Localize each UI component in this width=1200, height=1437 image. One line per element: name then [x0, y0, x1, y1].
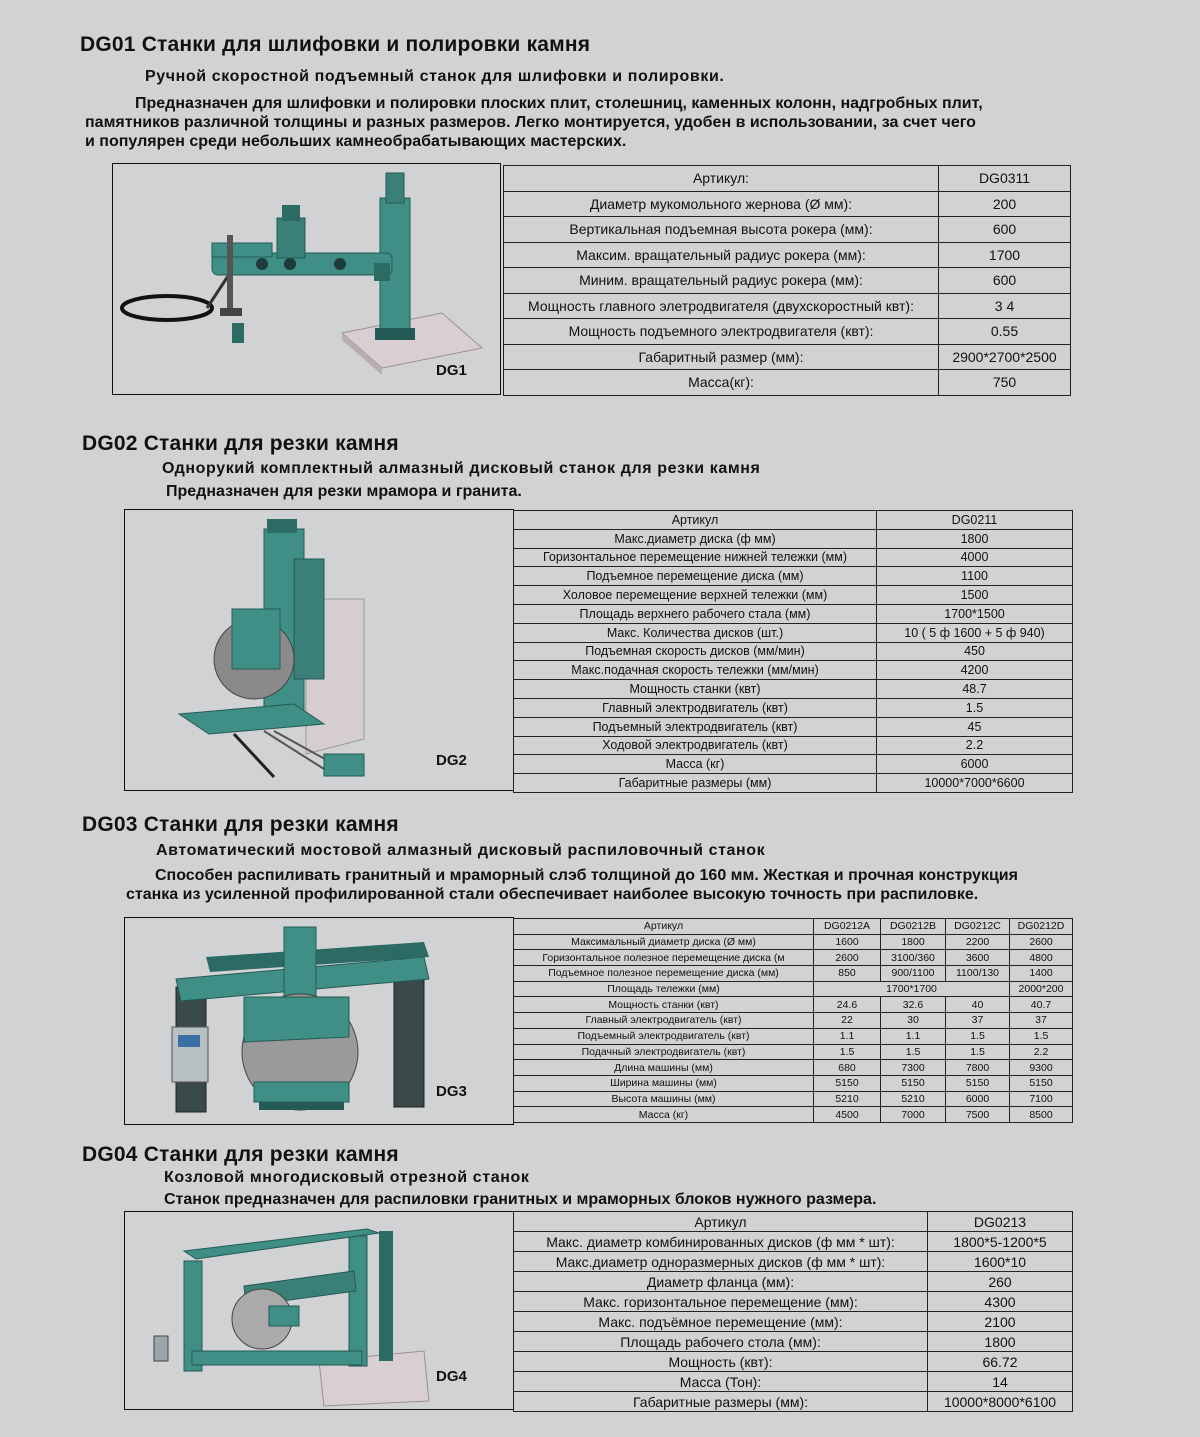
table-cell: 40: [946, 997, 1010, 1013]
table-cell: 7100: [1010, 1091, 1073, 1107]
table-cell: Площадь тележки (мм): [514, 981, 814, 997]
table-cell: 2600: [1010, 934, 1073, 950]
description-line: Способен распиливать гранитный и мраморный слэб толщиной до 160 мм. Жесткая и прочная конструкция: [155, 867, 1018, 884]
table-row: [514, 623, 1073, 642]
section-title-dg03: DG03 Станки для резки камня: [82, 813, 399, 836]
table-row: [514, 1044, 1073, 1060]
table-row: [504, 191, 1071, 217]
table-cell: Высота машины (мм): [514, 1091, 814, 1107]
table-cell: 24.6: [814, 997, 881, 1013]
description-line: и популярен среди небольших камнеобрабатывающих мастерских.: [85, 133, 627, 150]
table-cell: 2.2: [1010, 1044, 1073, 1060]
table-cell: 37: [1010, 1013, 1073, 1029]
table-cell: 7800: [946, 1060, 1010, 1076]
table-cell: 2600: [814, 950, 881, 966]
table-row: [514, 774, 1073, 793]
image-label-dg01: DG1: [436, 362, 467, 379]
image-label-dg02: DG2: [436, 752, 467, 769]
table-cell: 1100/130: [946, 966, 1010, 982]
table-header-cell: DG0212A: [814, 919, 881, 935]
table-cell: 37: [946, 1013, 1010, 1029]
table-cell: Холовое перемещение верхней тележки (мм): [514, 586, 877, 605]
table-row: [514, 1252, 1073, 1272]
table-row: [504, 319, 1071, 345]
table-cell: Макс.диаметр диска (ф мм): [514, 529, 877, 548]
table-cell: 1700: [939, 242, 1071, 268]
table-header-cell: Артикул: [514, 511, 877, 530]
table-cell: 1800: [877, 529, 1073, 548]
table-cell: 1800: [881, 934, 946, 950]
table-row: [514, 1272, 1073, 1292]
table-row: [504, 217, 1071, 243]
table-cell: 1.1: [814, 1028, 881, 1044]
table-cell: Мощность станки (квт): [514, 997, 814, 1013]
table-row: [514, 1091, 1073, 1107]
table-cell: 66.72: [928, 1352, 1073, 1372]
section-title-dg01: DG01 Станки для шлифовки и полировки камня: [80, 33, 591, 56]
table-cell: 22: [814, 1013, 881, 1029]
table-cell: Мощность станки (квт): [514, 680, 877, 699]
table-row: [514, 1372, 1073, 1392]
table-cell: 680: [814, 1060, 881, 1076]
table-cell: 900/1100: [881, 966, 946, 982]
table-cell: 10000*7000*6600: [877, 774, 1073, 793]
table-cell: Ходовой электродвигатель (квт): [514, 736, 877, 755]
table-cell: Подъемное полезное перемещение диска (мм): [514, 966, 814, 982]
section-subtitle-dg01: Ручной скоростной подъемный станок для шлифовки и полировки.: [145, 68, 725, 85]
table-header-row: [514, 1212, 1073, 1232]
section-subtitle-dg03: Автоматический мостовой алмазный дисковый распиловочный станок: [156, 842, 766, 859]
table-cell: 600: [939, 217, 1071, 243]
table-cell: 1600*10: [928, 1252, 1073, 1272]
table-cell: 9300: [1010, 1060, 1073, 1076]
table-cell: 2200: [946, 934, 1010, 950]
section-description-dg03: [126, 866, 1018, 904]
table-cell: Макс. горизонтальное перемещение (мм):: [514, 1292, 928, 1312]
table-cell: 5150: [1010, 1075, 1073, 1091]
image-label-dg03: DG3: [436, 1083, 467, 1100]
description-line: станка из усиленной профилированной стали обеспечивает наиболее высокую точность при распиловке.: [126, 886, 979, 903]
table-cell: Мощность главного элетродвигателя (двухскоростный квт):: [504, 293, 939, 319]
table-header-cell: Артикул: [514, 919, 814, 935]
table-row: [514, 736, 1073, 755]
table-cell: Макс. Количества дисков (шт.): [514, 623, 877, 642]
table-cell: Подъемный электродвигатель (квт): [514, 717, 877, 736]
table-cell: Габаритный размер (мм):: [504, 344, 939, 370]
table-row: [514, 1060, 1073, 1076]
table-row: [514, 1075, 1073, 1091]
table-cell: 3100/360: [881, 950, 946, 966]
table-cell: 4500: [814, 1107, 881, 1123]
table-cell: 14: [928, 1372, 1073, 1392]
table-row: [514, 950, 1073, 966]
table-header-cell: DG0212D: [1010, 919, 1073, 935]
table-header-cell: Артикул:: [504, 166, 939, 192]
table-row: [514, 1292, 1073, 1312]
table-cell: 1400: [1010, 966, 1073, 982]
section-description-dg04: [164, 1190, 876, 1209]
table-row: [504, 344, 1071, 370]
table-cell: 2900*2700*2500: [939, 344, 1071, 370]
table-cell: 10 ( 5 ф 1600 + 5 ф 940): [877, 623, 1073, 642]
table-cell: 200: [939, 191, 1071, 217]
table-header-row: [514, 919, 1073, 935]
table-cell: 1.5: [946, 1044, 1010, 1060]
table-cell: Габаритные размеры (мм):: [514, 1392, 928, 1412]
table-row: [514, 604, 1073, 623]
table-header-row: [514, 511, 1073, 530]
table-cell: Масса (кг): [514, 755, 877, 774]
spec-table-dg03: [513, 918, 1073, 1123]
table-row: [514, 934, 1073, 950]
description-line: Станок предназначен для распиловки гранитных и мраморных блоков нужного размера.: [164, 1191, 877, 1208]
spec-table-dg01: [503, 165, 1071, 396]
table-row: [514, 680, 1073, 699]
table-cell: 1.1: [881, 1028, 946, 1044]
table-row: [514, 981, 1073, 997]
description-line: Предназначен для шлифовки и полировки плоских плит, столешниц, каменных колонн, надгробных плит,: [135, 95, 983, 112]
table-cell: 1100: [877, 567, 1073, 586]
spec-table-dg04: [513, 1211, 1073, 1412]
table-cell: 5210: [814, 1091, 881, 1107]
table-cell: Горизонтальное перемещение нижней тележки (мм): [514, 548, 877, 567]
table-header-cell: Артикул: [514, 1212, 928, 1232]
table-cell: 1500: [877, 586, 1073, 605]
table-cell: Главный электродвигатель (квт): [514, 698, 877, 717]
table-cell: Длина машины (мм): [514, 1060, 814, 1076]
table-row: [514, 1028, 1073, 1044]
spec-table-dg02: [513, 510, 1073, 793]
table-cell: 4000: [877, 548, 1073, 567]
table-cell: Подъемное перемещение диска (мм): [514, 567, 877, 586]
table-cell: Площадь рабочего стола (мм):: [514, 1332, 928, 1352]
table-cell: Мощность (квт):: [514, 1352, 928, 1372]
table-cell: Диаметр фланца (мм):: [514, 1272, 928, 1292]
section-title-dg04: DG04 Станки для резки камня: [82, 1143, 399, 1166]
table-cell: 2000*200: [1010, 981, 1073, 997]
table-cell: Масса (кг): [514, 1107, 814, 1123]
table-cell: 1.5: [1010, 1028, 1073, 1044]
table-cell: 450: [877, 642, 1073, 661]
table-cell: Макс.подачная скорость тележки (мм/мин): [514, 661, 877, 680]
table-row: [514, 1107, 1073, 1123]
table-cell: Главный электродвигатель (квт): [514, 1013, 814, 1029]
table-row: [514, 642, 1073, 661]
table-row: [514, 529, 1073, 548]
table-cell: Подъемная скорость дисков (мм/мин): [514, 642, 877, 661]
table-cell: Максим. вращательный радиус рокера (мм):: [504, 242, 939, 268]
table-row: [514, 1332, 1073, 1352]
table-row: [514, 1352, 1073, 1372]
table-cell: 850: [814, 966, 881, 982]
table-cell: 600: [939, 268, 1071, 294]
table-cell: Площадь верхнего рабочего стала (мм): [514, 604, 877, 623]
table-cell: 5150: [881, 1075, 946, 1091]
table-cell: Макс. подъёмное перемещение (мм):: [514, 1312, 928, 1332]
table-cell: 40.7: [1010, 997, 1073, 1013]
table-cell: 7500: [946, 1107, 1010, 1123]
table-cell: 0.55: [939, 319, 1071, 345]
table-cell: 7000: [881, 1107, 946, 1123]
table-row: [504, 242, 1071, 268]
table-cell: Макс.диаметр одноразмерных дисков (ф мм * шт):: [514, 1252, 928, 1272]
table-row: [514, 717, 1073, 736]
table-cell: Диаметр мукомольного жернова (Ø мм):: [504, 191, 939, 217]
table-row: [514, 1232, 1073, 1252]
table-cell: Масса (Тон):: [514, 1372, 928, 1392]
table-cell: Подъемный электродвигатель (квт): [514, 1028, 814, 1044]
section-description-dg02: [166, 482, 522, 501]
table-row: [514, 1312, 1073, 1332]
table-cell: 1800: [928, 1332, 1073, 1352]
table-header-cell: DG0212C: [946, 919, 1010, 935]
table-cell: 48.7: [877, 680, 1073, 699]
table-cell: 5150: [946, 1075, 1010, 1091]
table-cell: 1.5: [881, 1044, 946, 1060]
table-header-cell: DG0212B: [881, 919, 946, 935]
table-cell: 6000: [946, 1091, 1010, 1107]
table-header-cell: DG0211: [877, 511, 1073, 530]
table-cell: Миним. вращательный радиус рокера (мм):: [504, 268, 939, 294]
table-cell: Мощность подъемного электродвигателя (квт):: [504, 319, 939, 345]
table-row: [514, 997, 1073, 1013]
table-cell: 8500: [1010, 1107, 1073, 1123]
table-header-cell: DG0213: [928, 1212, 1073, 1232]
table-row: [514, 1013, 1073, 1029]
table-cell: 3 4: [939, 293, 1071, 319]
table-cell: Вертикальная подъемная высота рокера (мм):: [504, 217, 939, 243]
single-arm-saw-illustration: [124, 509, 514, 791]
table-row: [514, 698, 1073, 717]
table-cell: 1.5: [946, 1028, 1010, 1044]
table-cell: 1.5: [814, 1044, 881, 1060]
description-line: памятников различной толщины и разных размеров. Легко монтируется, удобен в использовании, за счет чего: [85, 114, 976, 131]
table-cell: Горизонтальное полезное перемещение диска (м: [514, 950, 814, 966]
table-cell: 4800: [1010, 950, 1073, 966]
table-header-row: [504, 166, 1071, 192]
table-row: [514, 548, 1073, 567]
table-cell: 1800*5-1200*5: [928, 1232, 1073, 1252]
description-line: Предназначен для резки мрамора и гранита.: [166, 483, 522, 500]
table-row: [504, 370, 1071, 396]
table-row: [514, 1392, 1073, 1412]
section-title-dg02: DG02 Станки для резки камня: [82, 432, 399, 455]
table-cell: 1700*1700: [814, 981, 1010, 997]
table-cell: Масса(кг):: [504, 370, 939, 396]
table-cell: 6000: [877, 755, 1073, 774]
table-cell: 4300: [928, 1292, 1073, 1312]
table-cell: 10000*8000*6100: [928, 1392, 1073, 1412]
table-cell: 5150: [814, 1075, 881, 1091]
table-row: [514, 966, 1073, 982]
table-row: [514, 755, 1073, 774]
image-label-dg04: DG4: [436, 1368, 467, 1385]
table-cell: 750: [939, 370, 1071, 396]
table-row: [514, 661, 1073, 680]
table-cell: 5210: [881, 1091, 946, 1107]
section-subtitle-dg02: Однорукий комплектный алмазный дисковый станок для резки камня: [162, 460, 761, 477]
grinding-machine-illustration: [112, 163, 501, 395]
table-cell: 4200: [877, 661, 1073, 680]
table-cell: 3600: [946, 950, 1010, 966]
table-cell: 30: [881, 1013, 946, 1029]
section-subtitle-dg04: Козловой многодисковый отрезной станок: [164, 1169, 530, 1186]
table-row: [514, 586, 1073, 605]
table-cell: 2.2: [877, 736, 1073, 755]
table-cell: Максимальный диаметр диска (Ø мм): [514, 934, 814, 950]
table-row: [504, 293, 1071, 319]
table-cell: 7300: [881, 1060, 946, 1076]
table-cell: Подачный электродвигатель (квт): [514, 1044, 814, 1060]
table-cell: 1.5: [877, 698, 1073, 717]
table-cell: 1700*1500: [877, 604, 1073, 623]
section-description-dg01: [85, 94, 1125, 151]
table-header-cell: DG0311: [939, 166, 1071, 192]
table-cell: 32.6: [881, 997, 946, 1013]
table-cell: 2100: [928, 1312, 1073, 1332]
table-cell: Ширина машины (мм): [514, 1075, 814, 1091]
table-cell: Габаритные размеры (мм): [514, 774, 877, 793]
table-cell: 45: [877, 717, 1073, 736]
table-cell: Макс. диаметр комбинированных дисков (ф мм * шт):: [514, 1232, 928, 1252]
table-cell: 260: [928, 1272, 1073, 1292]
table-row: [514, 567, 1073, 586]
table-cell: 1600: [814, 934, 881, 950]
table-row: [504, 268, 1071, 294]
